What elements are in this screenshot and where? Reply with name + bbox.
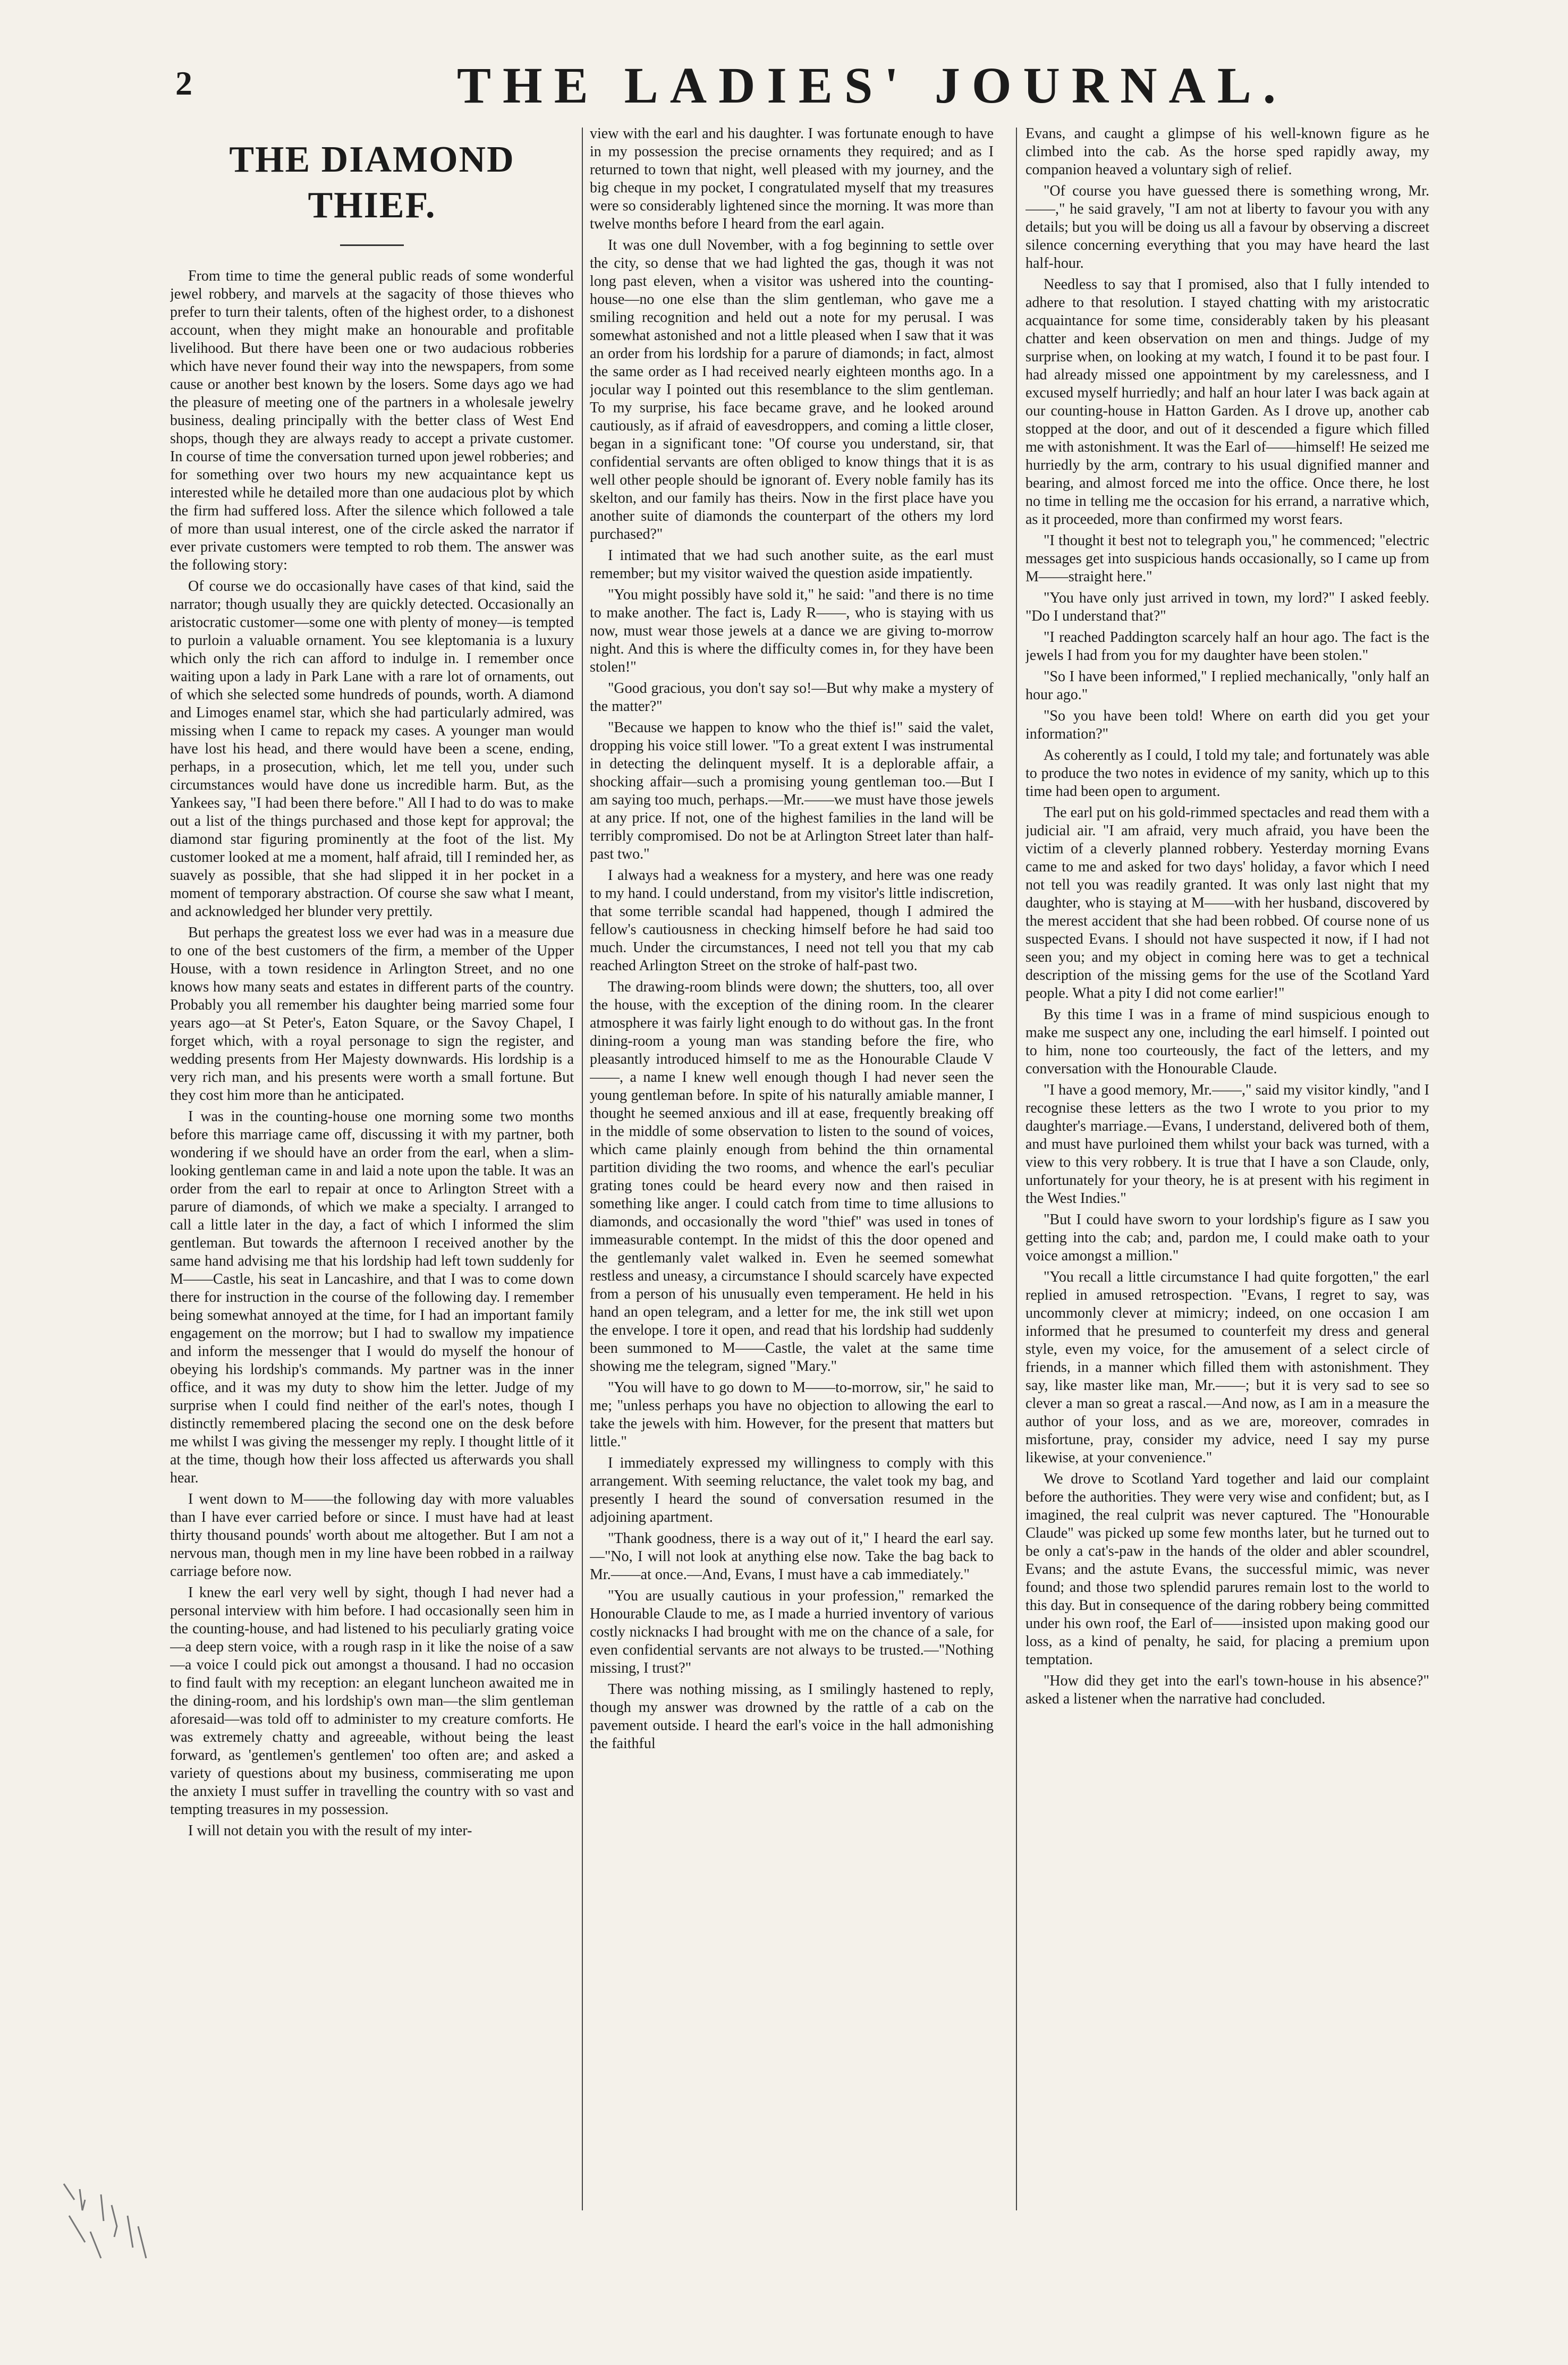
paragraph: I will not detain you with the result of my inter- <box>188 1823 472 1839</box>
paragraph: I immediately expressed my willingness to comply with this arrangement. With seeming reluctance, the valet took my bag, and presently I heard the sound of conversation resumed in the adjoining apartment. <box>590 1455 994 1525</box>
paragraph: "I have a good memory, Mr.——," said my visitor kindly, "and I recognise these letters as the two I wrote to you prior to my daughter's marriage.—Evans, I understand, delivered both of them, and must have purloined them whilst your back was turned, with a view to this very robbery. It is true that I have a son Claude, only, unfortunately for your theory, he is at present with his regiment in the West Indies." <box>1025 1082 1429 1207</box>
paragraph: "Thank goodness, there is a way out of it," I heard the earl say.—"No, I will not look at anything else now. Take the bag back to Mr.——at once.—And, Evans, I must have a cab immediately." <box>590 1530 994 1583</box>
article-column-1 <box>170 128 574 2253</box>
paragraph: "But I could have sworn to your lordship's figure as I saw you getting into the cab; and, pardon me, I could make oath to your voice amongst a million." <box>1025 1211 1429 1264</box>
paragraph: I intimated that we had such another suite, as the earl must remember; but my visitor waived the question aside impatiently. <box>590 547 994 582</box>
paragraph: "Of course you have guessed there is something wrong, Mr.——," he said gravely, "I am not at liberty to favour you with any details; but you will be doing us all a favour by observing a discreet silence concerning everything that you may have heard the last half-hour. <box>1025 183 1429 272</box>
masthead <box>0 0 1568 122</box>
paragraph: I was in the counting-house one morning some two months before this marriage came off, discussing it with my partner, both wondering if we should have an order from the earl, when a slim-looking gentleman came in and laid a note upon the table. It was an order from the earl to repair at once to Arlington Street with a parure of diamonds, of which we make a specialty. I arranged to call a little later in the day, a fact of which I informed the slim gentleman. But towards the afternoon I received another by the same hand advising me that his lordship had left town suddenly for M——Castle, his seat in Lancashire, and that I was to come down there for instruction in the course of the following day. I remember being somewhat annoyed at the time, for I had an important family engagement on the morrow; but I had to swallow my impatience and inform the messenger that I would do myself the honour of obeying his lordship's commands. My partner was in the inner office, and it was my duty to show him the letter. Judge of my surprise when I could find neither of the earl's notes, though I distinctly remembered placing the second one on the desk before me whilst I was giving the messenger my reply. I thought little of it at the time, though how their loss affected us afterwards you shall hear. <box>170 1108 574 1486</box>
paragraph: view with the earl and his daughter. I was fortunate enough to have in my possession the precise ornaments they required; and as I returned to town that night, well pleased with my journey, and the big cheque in my pocket, I congratulated myself that my treasures were so considerably lightened since the morning. It was more than twelve months before I heard from the earl again. <box>590 125 994 232</box>
paragraph: It was one dull November, with a fog beginning to settle over the city, so dense that we had lighted the gas, though it was not long past eleven, when a visitor was ushered into the counting-house—no one else than the slim gentleman, who gave me a smiling recognition and held out a note for my perusal. I was somewhat astonished and not a little pleased when I saw that it was an order from his lordship for a parure of diamonds; in fact, almost the same order as I had received nearly eighteen months ago. In a jocular way I pointed out this resemblance to the slim gentleman. To my surprise, his face became grave, and he looked around cautiously, as if afraid of eavesdroppers, and coming a little closer, began in a significant tone: "Of course you understand, sir, that confidential servants are often obliged to know things that it is as well other people should be ignorant of. Every noble family has its skelton, and our family has theirs. Now in the first place have you another suite of diamonds the counterpart of the others my lord purchased?" <box>590 237 994 542</box>
paragraph: I always had a weakness for a mystery, and here was one ready to my hand. I could understand, from my visitor's little indiscretion, that some terrible scandal had happened, though I admired the fellow's cautiousness in checking himself before he had said too much. Under the circumstances, I need not tell you that my cab reached Arlington Street on the stroke of half-past two. <box>590 867 994 974</box>
paragraph: The earl put on his gold-rimmed spectacles and read them with a judicial air. "I am afraid, very much afraid, you have been the victim of a cleverly planned robbery. Yesterday morning Evans came to me and asked for two days' holiday, a favor which I need not tell you was readily granted. It was only last night that my daughter, who is staying at M——with her husband, discovered by the merest accident that she had been robbed. Of course none of us suspected Evans. I should not have suspected it now, if I had not seen you; and my object in coming here was to get a technical description of the missing gems for the use of the Scotland Yard people. What a pity I did not come earlier!" <box>1025 804 1429 1002</box>
paragraph: "So I have been informed," I replied mechanically, "only half an hour ago." <box>1025 668 1429 703</box>
paragraph: By this time I was in a frame of mind suspicious enough to make me suspect any one, including the earl himself. I pointed out to him, none too courteously, the fact of the letters, and my conversation with the Honourable Claude. <box>1025 1006 1429 1077</box>
paragraph: I knew the earl very well by sight, though I had never had a personal interview with him before. I had occasionally seen him in the counting-house, and had listened to his peculiarly grating voice—a deep stern voice, with a rough rasp in it like the noise of a saw—a voice I could pick out amongst a thousand. I had no occasion to find fault with my reception: an elegant luncheon awaited me in the dining-room, and his lordship's own man—the slim gentleman aforesaid—was told off to administer to my creature comforts. He was extremely chatty and agreeable, without being the least forward, as 'gentlemen's gentlemen' too often are; and asked a variety of questions about my business, commiserating me upon the anxiety I must suffer in travelling the country with so vast and tempting treasures in my possession. <box>170 1584 574 1818</box>
paragraph: "You will have to go down to M——to-morrow, sir," he said to me; "unless perhaps you have no objection to allowing the earl to take the jewels with him. However, for the present that matters but little." <box>590 1379 994 1450</box>
journal-title: THE LADIES' JOURNAL. <box>457 57 1287 114</box>
article-column-2 <box>590 125 994 2250</box>
column-divider <box>1016 128 1017 2210</box>
paragraph: "I thought it best not to telegraph you," he commenced; "electric messages get into suspicious hands occasionally, so I came up from M——straight here." <box>1025 532 1429 585</box>
paragraph: The drawing-room blinds were down; the shutters, too, all over the house, with the exception of the dining room. In the clearer atmosphere it was fairly light enough to do without gas. In the front dining-room a young man was standing before the fire, who pleasantly introduced himself to me as the Honourable Claude V——, a name I knew well enough though I had never seen the young gentleman before. In spite of his naturally amiable manner, I thought he seemed anxious and ill at ease, frequently breaking off in the middle of some observation to listen to the sound of voices, which came plainly enough from behind the thin ornamental partition dividing the two rooms, and whence the earl's peculiar grating tones could be heard every now and then raised in something like anger. I could catch from time to time allusions to diamonds, and occasionally the word "thief" was used in tones of immeasurable contempt. In the midst of this the door opened and the gentlemanly valet walked in. Even he seemed somewhat restless and uneasy, a circumstance I should scarcely have expected from a person of his unusually even temperament. He held in his hand an open telegram, and a letter for me, the ink still wet upon the envelope. I tore it open, and read that his lordship had suddenly been summoned to M——Castle, the valet at the same time showing me the telegram, signed "Mary." <box>590 979 994 1375</box>
paragraph: "You have only just arrived in town, my lord?" I asked feebly. "Do I understand that?" <box>1025 590 1429 624</box>
paragraph: "How did they get into the earl's town-house in his absence?" asked a listener when the narrative had concluded. <box>1025 1673 1429 1707</box>
paragraph: Needless to say that I promised, also that I fully intended to adhere to that resolution. I stayed chatting with my aristocratic acquaintance for some time, considerably taken by his pleasant chatter and keen observation on men and things. Judge of my surprise when, on looking at my watch, I found it to be past four. I had already missed one appointment by my carelessness, and I excused myself hurriedly; and half an hour later I was back again at our counting-house in Hatton Garden. As I drove up, another cab stopped at the door, and out of it descended a figure which filled me with astonishment. It was the Earl of——himself! He seized me hurriedly by the arm, contrary to his usual dignified manner and bearing, and almost forced me into the office. Once there, he lost no time in telling me the occasion for his errand, a narrative which, as it proceeded, more than confirmed my worst fears. <box>1025 276 1429 528</box>
paragraph: We drove to Scotland Yard together and laid our complaint before the authorities. They were very wise and confident; but, as I imagined, the real culprit was never captured. The "Honourable Claude" was picked up some few months later, but he turned out to be only a cat's-paw in the hands of the older and abler scoundrel, Evans; and the astute Evans, the successful mimic, was never found; and those two splendid parures remain lost to the world to this day. But in consequence of the daring robbery being committed under his own roof, the Earl of——insisted upon making good our loss, as a kind of penalty, he said, for placing a premium upon temptation. <box>1025 1471 1429 1668</box>
paragraph: But perhaps the greatest loss we ever had was in a measure due to one of the best customers of the firm, a member of the Upper House, with a town residence in Arlington Street, and no one knows how many seats and estates in different parts of the country. Probably you all remember his daughter being married some four years ago—at St Peter's, Eaton Square, or the Savoy Chapel, I forget which, with a royal personage to sign the register, and wedding presents from Her Majesty downwards. His lordship is a very rich man, and his presents were worth a small fortune. But they cost him more than he anticipated. <box>170 925 574 1104</box>
paragraph: I went down to M——the following day with more valuables than I have ever carried before or since. I must have had at least thirty thousand pounds' worth about me altogether. But I am not a nervous man, though men in my line have been robbed in a railway carriage before now. <box>170 1491 574 1580</box>
paragraph: "So you have been told! Where on earth did you get your information?" <box>1025 708 1429 742</box>
paragraph: Evans, and caught a glimpse of his well-known figure as he climbed into the cab. As the horse sped rapidly away, my companion heaved a voluntary sigh of relief. <box>1025 125 1429 178</box>
column-divider <box>582 128 583 2210</box>
title-rule <box>340 244 404 246</box>
paragraph: There was nothing missing, as I smilingly hastened to reply, though my answer was drowned by the rattle of a cab on the pavement outside. I heard the earl's voice in the hall admonishing the faithful <box>590 1681 994 1752</box>
margin-pencil-marks <box>53 2168 181 2269</box>
article-column-3 <box>1025 125 1429 2250</box>
page-number: 2 <box>175 64 192 102</box>
paragraph: "I reached Paddington scarcely half an hour ago. The fact is the jewels I had from you for my daughter have been stolen." <box>1025 629 1429 664</box>
article-title: THE DIAMOND THIEF. <box>229 139 515 226</box>
paragraph: "You are usually cautious in your profession," remarked the Honourable Claude to me, as I made a hurried inventory of various costly nicknacks I had brought with me on the chance of a sale, for even confidential servants are not always to be trusted.—"Nothing missing, I trust?" <box>590 1588 994 1676</box>
paragraph: Of course we do occasionally have cases of that kind, said the narrator; though usually they are quickly detected. Occasionally an aristocratic customer—some one with plenty of money—is tempted to purloin a valuable ornament. You see kleptomania is a luxury which only the rich can afford to indulge in. I remember once waiting upon a lady in Park Lane with a rare lot of ornaments, out of which she selected some hundreds of pounds, worth. A diamond and Limoges enamel star, which she had particularly admired, was missing when I came to repack my cases. A younger man would have lost his head, and there would have been a scene, ending, perhaps, in a prosecution, which, let me tell you, under such circumstances would have done us incredible harm. But, as the Yankees say, "I had been there before." All I had to do was to make out a list of the things purchased and those kept for approval; the diamond star figuring prominently at the foot of the list. My customer looked at me a moment, half afraid, till I reminded her, as suavely as possible, that she had slipped it in her pocket in a moment of temporary abstraction. Of course she saw what I meant, and acknowledged her blunder very prettily. <box>170 578 574 920</box>
paragraph: "You might possibly have sold it," he said: "and there is no time to make another. The fact is, Lady R——, who is staying with us now, must wear those jewels at a dance we are giving to-morrow night. And this is where the difficulty comes in, for they have been stolen!" <box>590 587 994 675</box>
paragraph: As coherently as I could, I told my tale; and fortunately was able to produce the two notes in evidence of my sanity, which up to this time had been open to argument. <box>1025 747 1429 800</box>
paragraph: "Because we happen to know who the thief is!" said the valet, dropping his voice still lower. "To a great extent I was instrumental in detecting the delinquent myself. It is a deplorable affair, a shocking affair—such a promising young gentleman too.—But I am saying too much, perhaps.—Mr.——we must have those jewels at any price. If not, one of the highest families in the land will be terribly compromised. Do not be at Arlington Street later than half-past two." <box>590 719 994 862</box>
paragraph: "You recall a little circumstance I had quite forgotten," the earl replied in amused retrospection. "Evans, I regret to say, was uncommonly clever at mimicry; indeed, on one occasion I am informed that he presumed to counterfeit my dress and general style, even my voice, for the amusement of a select circle of friends, in a manner which filled them with astonishment. They say, like master like man, Mr.——; but it is very sad to see so clever a man so great a rascal.—And now, as I am in a measure the author of your loss, and as we are, moreover, comrades in misfortune, pray, consider my advice, need I say my purse likewise, at your convenience." <box>1025 1269 1429 1466</box>
paragraph: "Good gracious, you don't say so!—But why make a mystery of the matter?" <box>590 680 994 715</box>
paragraph: From time to time the general public reads of some wonderful jewel robbery, and marvels at the sagacity of those thieves who prefer to turn their talents, often of the highest order, to a dishonest account, when they might make an honourable and profitable livelihood. But there have been one or two audacious robberies which have never found their way into the newspapers, from some cause or another best known by the losers. Some days ago we had the pleasure of meeting one of the partners in a wholesale jewelry business, dealing principally with the better class of West End shops, though they are always ready to accept a private customer. In course of time the conversation turned upon jewel robberies; and for something over two hours my new acquaintance kept us interested while he detailed more than one audacious plot by which the firm had suffered loss. After the silence which followed a tale of more than usual interest, one of the circle asked the narrator if ever private customers were tempted to rob them. The answer was the following story: <box>170 268 574 573</box>
